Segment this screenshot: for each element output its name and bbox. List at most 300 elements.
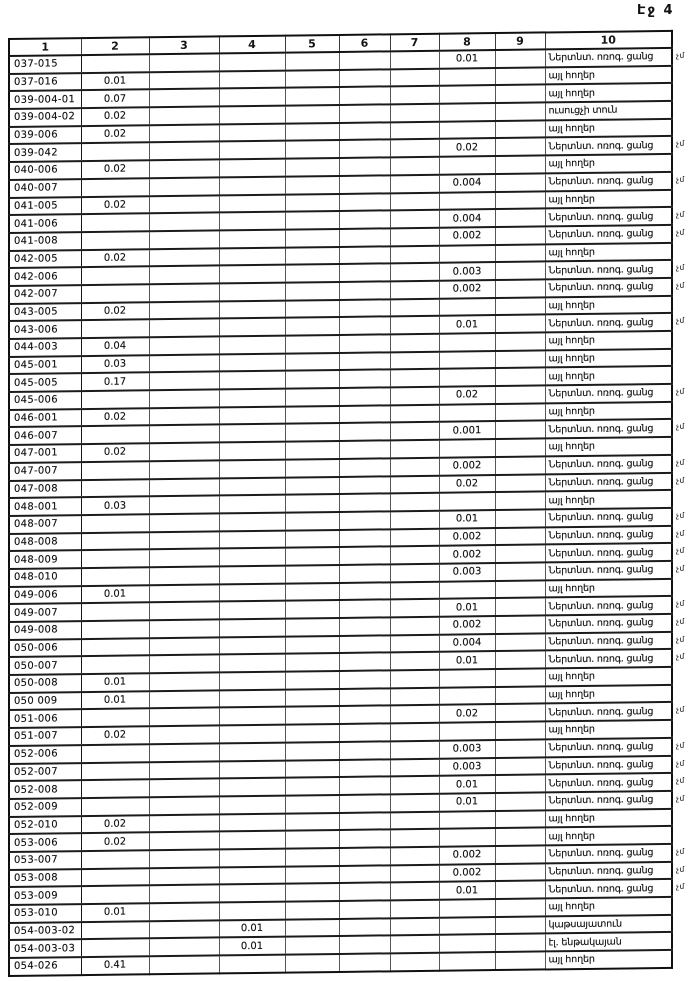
cell-c6 (339, 617, 390, 635)
cell-c4 (219, 459, 285, 477)
column-header-6: 6 (339, 34, 390, 52)
cell-code: 040-007 (9, 179, 81, 198)
cell-c7 (390, 245, 439, 263)
cell-c8: 0.001 (439, 421, 495, 439)
cell-c4 (219, 601, 285, 619)
cell-c4 (219, 300, 285, 318)
cell-c5 (285, 105, 339, 123)
cell-c7 (390, 51, 439, 69)
cell-c3 (149, 814, 219, 833)
cell-c3 (149, 71, 219, 90)
cell-c9 (495, 615, 545, 633)
cell-c3 (149, 460, 219, 479)
cell-code: 053-010 (9, 904, 81, 923)
cell-c8: 0.002 (439, 616, 495, 634)
cell-c5 (285, 441, 339, 459)
column-header-1: 1 (9, 38, 81, 56)
cell-c7 (390, 546, 439, 564)
cell-code: 048-007 (9, 515, 81, 534)
cell-c9 (495, 757, 545, 775)
cell-c5 (285, 300, 339, 318)
cell-c9 (495, 722, 545, 740)
cell-label: Ներտնտ. ոռոգ. ցանց (545, 260, 672, 279)
cell-code: 050-008 (9, 674, 81, 693)
cell-c6 (339, 405, 390, 423)
cell-c9 (495, 580, 545, 598)
cell-c7 (390, 121, 439, 139)
cell-c5 (285, 706, 339, 724)
cell-c6 (339, 476, 390, 494)
cell-c9 (495, 244, 545, 262)
cell-c2 (81, 779, 149, 798)
cell-c3 (149, 301, 219, 320)
cell-c3 (149, 955, 219, 974)
cell-c2 (81, 567, 149, 586)
cell-c4 (219, 689, 285, 707)
cell-c7 (390, 776, 439, 794)
cell-label: այլ հողեր (545, 950, 672, 969)
cell-c7 (390, 847, 439, 865)
cell-c7 (390, 511, 439, 529)
cell-c5 (285, 919, 339, 937)
cell-c2 (81, 603, 149, 622)
cell-c3 (149, 319, 219, 338)
cell-c6 (339, 193, 390, 211)
cell-c4 (219, 955, 285, 973)
cell-c8 (439, 68, 495, 86)
cell-c8 (439, 492, 495, 510)
cell-label: այլ հողեր (545, 667, 672, 686)
cell-c9 (495, 350, 545, 368)
cell-c6 (339, 564, 390, 582)
cell-label: Ներտնտ. ոռոգ. ցանց (545, 844, 672, 863)
cell-c3 (149, 248, 219, 267)
cell-c9 (495, 704, 545, 722)
margin-note: չմ (676, 758, 685, 768)
cell-c5 (285, 813, 339, 831)
cell-code: 050 009 (9, 692, 81, 711)
cell-c8 (439, 934, 495, 952)
cell-c2: 0.02 (81, 408, 149, 427)
cell-c4 (219, 176, 285, 194)
cell-c2: 0.02 (81, 726, 149, 745)
cell-c8: 0.02 (439, 386, 495, 404)
cell-c4: 0.01 (219, 937, 285, 955)
cell-c3 (149, 89, 219, 108)
cell-c8 (439, 156, 495, 174)
cell-c9 (495, 562, 545, 580)
cell-c9 (495, 952, 545, 970)
cell-label: Ներտնտ. ոռոգ. ցանց (545, 48, 672, 67)
cell-label: այլ հողեր (545, 685, 672, 704)
cell-c7 (390, 192, 439, 210)
cell-code: 053-008 (9, 869, 81, 888)
cell-code: 048-009 (9, 550, 81, 569)
cell-c6 (339, 299, 390, 317)
cell-code: 039-004-01 (9, 90, 81, 109)
cell-c4 (219, 194, 285, 212)
cell-label: այլ հողեր (545, 349, 672, 368)
cell-c6 (339, 723, 390, 741)
cell-c8: 0.002 (439, 528, 495, 546)
margin-note: չմ (676, 881, 685, 891)
cell-c5 (285, 936, 339, 954)
cell-c9 (495, 368, 545, 386)
cell-c2 (81, 620, 149, 639)
cell-code: 039-006 (9, 126, 81, 145)
cell-label: Ներտնտ. ոռոգ. ցանց (545, 879, 672, 898)
cell-c5 (285, 494, 339, 512)
cell-code: 046-007 (9, 427, 81, 446)
cell-c7 (390, 334, 439, 352)
cell-c7 (390, 369, 439, 387)
cell-label: Ներտնտ. ոռոգ. ցանց (545, 773, 672, 792)
cell-c4 (219, 247, 285, 265)
margin-note: չմ (676, 174, 685, 184)
cell-c9 (495, 492, 545, 510)
cell-c7 (390, 528, 439, 546)
cell-c5 (285, 388, 339, 406)
cell-label: այլ հողեր (545, 66, 672, 85)
cell-c3 (149, 354, 219, 373)
cell-c4 (219, 141, 285, 159)
cell-c7 (390, 900, 439, 918)
margin-note: չմ (676, 209, 685, 219)
cell-c5 (285, 317, 339, 335)
cell-label: Ներտնտ. ոռոգ. ցանց (545, 525, 672, 544)
cell-c2: 0.01 (81, 585, 149, 604)
cell-c3 (149, 372, 219, 391)
cell-c2 (81, 54, 149, 73)
margin-note: չմ (676, 457, 685, 467)
cell-c3 (149, 407, 219, 426)
cell-c8: 0.01 (439, 775, 495, 793)
cell-c9 (495, 598, 545, 616)
cell-c2 (81, 709, 149, 728)
cell-c3 (149, 867, 219, 886)
margin-note: չմ (676, 634, 685, 644)
cell-c5 (285, 777, 339, 795)
cell-c4 (219, 159, 285, 177)
cell-c2: 0.02 (81, 833, 149, 852)
cell-c2: 0.02 (81, 443, 149, 462)
cell-c7 (390, 351, 439, 369)
cell-c7 (390, 705, 439, 723)
cell-c9 (495, 85, 545, 103)
cell-c8: 0.01 (439, 510, 495, 528)
cell-c4 (219, 283, 285, 301)
cell-c2: 0.01 (81, 673, 149, 692)
margin-note: չմ (676, 262, 685, 272)
cell-c5 (285, 724, 339, 742)
cell-label: Ներտնտ. ոռոգ. ցանց (545, 702, 672, 721)
cell-c5 (285, 140, 339, 158)
column-header-3: 3 (149, 36, 219, 54)
cell-c6 (339, 582, 390, 600)
cell-c8: 0.01 (439, 651, 495, 669)
cell-c3 (149, 478, 219, 497)
column-header-8: 8 (439, 33, 495, 51)
cell-c4 (219, 831, 285, 849)
cell-c3 (149, 637, 219, 656)
cell-c2 (81, 479, 149, 498)
cell-code: 054-003-03 (9, 939, 81, 958)
cell-c5 (285, 370, 339, 388)
cell-label: այլ հողեր (545, 296, 672, 315)
cell-label: Ներտնտ. ոռոգ. ցանց (545, 472, 672, 491)
cell-c2: 0.02 (81, 249, 149, 268)
cell-c6 (339, 281, 390, 299)
cell-c6 (339, 87, 390, 105)
cell-c6 (339, 175, 390, 193)
cell-c8: 0.003 (439, 262, 495, 280)
cell-c9 (495, 297, 545, 315)
cell-c4 (219, 353, 285, 371)
cell-c3 (149, 743, 219, 762)
cell-c6 (339, 157, 390, 175)
cell-label: Ներտնտ. ոռոգ. ցանց (545, 649, 672, 668)
cell-c5 (285, 636, 339, 654)
cell-c8: 0.004 (439, 634, 495, 652)
cell-c2: 0.02 (81, 196, 149, 215)
cadastre-table (8, 30, 673, 977)
cell-code: 042-006 (9, 267, 81, 286)
cell-c4 (219, 442, 285, 460)
cell-c6 (339, 69, 390, 87)
cell-c5 (285, 759, 339, 777)
cell-c8 (439, 192, 495, 210)
cell-c5 (285, 193, 339, 211)
cell-c3 (149, 920, 219, 939)
cell-c6 (339, 122, 390, 140)
cell-c3 (149, 230, 219, 249)
cell-label: Ներտնտ. ոռոգ. ցանց (545, 136, 672, 155)
cell-c8 (439, 722, 495, 740)
cell-label: Ներտնտ. ոռոգ. ցանց (545, 313, 672, 332)
cell-c2: 0.03 (81, 355, 149, 374)
cell-c8: 0.003 (439, 740, 495, 758)
cell-c5 (285, 600, 339, 618)
cell-c4 (219, 495, 285, 513)
cell-c4 (219, 583, 285, 601)
cell-c4 (219, 530, 285, 548)
cell-c2: 0.02 (81, 815, 149, 834)
cell-c8 (439, 351, 495, 369)
cell-c3 (149, 849, 219, 868)
cell-c2 (81, 744, 149, 763)
cell-c3 (149, 160, 219, 179)
cell-c2: 0.02 (81, 125, 149, 144)
cell-c6 (339, 653, 390, 671)
cell-c3 (149, 195, 219, 214)
margin-note: չմ (676, 651, 685, 661)
cell-c9 (495, 173, 545, 191)
cell-code: 041-005 (9, 197, 81, 216)
cell-c6 (339, 140, 390, 158)
cell-c4 (219, 406, 285, 424)
cell-label: Ներտնտ. ոռոգ. ցանց (545, 508, 672, 527)
column-header-9: 9 (495, 32, 545, 50)
cell-c8 (439, 581, 495, 599)
cell-code: 050-007 (9, 656, 81, 675)
cell-code: 054-003-02 (9, 922, 81, 941)
cell-c2: 0.03 (81, 496, 149, 515)
cell-c3 (149, 213, 219, 232)
cell-c2: 0.02 (81, 107, 149, 126)
margin-note: չմ (676, 545, 685, 555)
cell-label: այլ հողեր (545, 897, 672, 916)
cell-c7 (390, 298, 439, 316)
cell-c6 (339, 51, 390, 69)
cell-c4 (219, 619, 285, 637)
cell-c7 (390, 811, 439, 829)
cell-c7 (390, 917, 439, 935)
cell-label: Ներտնտ. ոռոգ. ցանց (545, 384, 672, 403)
cell-code: 049-007 (9, 603, 81, 622)
margin-note: չմ (676, 563, 685, 573)
cell-code: 051-007 (9, 727, 81, 746)
cell-code: 049-006 (9, 586, 81, 605)
cell-label: այլ հողեր (545, 437, 672, 456)
cell-c7 (390, 422, 439, 440)
cell-c7 (390, 687, 439, 705)
cell-c4 (219, 566, 285, 584)
cell-code: 053-006 (9, 833, 81, 852)
cell-c3 (149, 336, 219, 355)
margin-note: չմ (676, 740, 685, 750)
cell-code: 054-026 (9, 957, 81, 976)
cell-c7 (390, 935, 439, 953)
cell-c4 (219, 88, 285, 106)
cell-code: 039-004-02 (9, 108, 81, 127)
cell-c9 (495, 863, 545, 881)
cell-c6 (339, 264, 390, 282)
cell-c6 (339, 777, 390, 795)
cell-c5 (285, 848, 339, 866)
cell-c9 (495, 792, 545, 810)
cell-c8 (439, 439, 495, 457)
cell-c2 (81, 762, 149, 781)
cell-c9 (495, 120, 545, 138)
cell-c6 (339, 423, 390, 441)
cell-c7 (390, 829, 439, 847)
cell-code: 040-006 (9, 161, 81, 180)
cell-c6 (339, 883, 390, 901)
cell-c4 (219, 389, 285, 407)
cell-code: 051-006 (9, 710, 81, 729)
cell-c9 (495, 474, 545, 492)
cell-c2: 0.01 (81, 72, 149, 91)
cell-c4 (219, 53, 285, 71)
cell-c9 (495, 279, 545, 297)
cell-code: 048-001 (9, 497, 81, 516)
cell-c6 (339, 458, 390, 476)
cell-c2 (81, 143, 149, 162)
cell-code: 041-006 (9, 214, 81, 233)
cell-c8: 0.003 (439, 563, 495, 581)
page-number: Էջ 4 (637, 3, 675, 18)
cell-c2: 0.04 (81, 337, 149, 356)
cell-c7 (390, 68, 439, 86)
cell-c2 (81, 638, 149, 657)
cell-label: այլ հողեր (545, 720, 672, 739)
cell-c6 (339, 317, 390, 335)
cell-code: 052-006 (9, 745, 81, 764)
cell-c4 (219, 707, 285, 725)
cell-code: 045-005 (9, 373, 81, 392)
cell-c4 (219, 318, 285, 336)
cell-c4 (219, 849, 285, 867)
cell-code: 052-008 (9, 780, 81, 799)
cell-c8: 0.01 (439, 50, 495, 68)
cell-c6 (339, 812, 390, 830)
cell-c6 (339, 688, 390, 706)
margin-note: չմ (676, 793, 685, 803)
cell-c3 (149, 283, 219, 302)
cell-code: 043-006 (9, 320, 81, 339)
cell-c8: 0.003 (439, 758, 495, 776)
cell-c8 (439, 121, 495, 139)
cell-c5 (285, 123, 339, 141)
cell-c9 (495, 686, 545, 704)
cell-label: կաթսայատուն (545, 915, 672, 934)
margin-note: չմ (676, 315, 685, 325)
cell-c3 (149, 885, 219, 904)
cell-c9 (495, 810, 545, 828)
cell-c9 (495, 156, 545, 174)
cell-c3 (149, 443, 219, 462)
cell-c5 (285, 229, 339, 247)
cell-c2 (81, 550, 149, 569)
cell-c7 (390, 564, 439, 582)
cell-c3 (149, 796, 219, 815)
cell-c6 (339, 104, 390, 122)
cell-c5 (285, 247, 339, 265)
cell-c2 (81, 267, 149, 286)
cell-c9 (495, 315, 545, 333)
cell-c3 (149, 726, 219, 745)
cell-c3 (149, 708, 219, 727)
cell-c2: 0.02 (81, 302, 149, 321)
cell-c6 (339, 334, 390, 352)
cell-c9 (495, 49, 545, 67)
cell-c8: 0.002 (439, 545, 495, 563)
cell-c8: 0.004 (439, 174, 495, 192)
cell-code: 053-007 (9, 851, 81, 870)
cell-c5 (285, 653, 339, 671)
cell-c9 (495, 421, 545, 439)
margin-note: չմ (676, 864, 685, 874)
cell-c5 (285, 211, 339, 229)
cell-c7 (390, 493, 439, 511)
cell-c7 (390, 882, 439, 900)
cell-code: 039-042 (9, 144, 81, 163)
cell-c4 (219, 884, 285, 902)
cell-label: Ներտնտ. ոռոգ. ցանց (545, 225, 672, 244)
cell-c7 (390, 475, 439, 493)
margin-note: չմ (676, 598, 685, 608)
cell-c7 (390, 581, 439, 599)
cell-c7 (390, 458, 439, 476)
cell-c2 (81, 178, 149, 197)
cell-c7 (390, 652, 439, 670)
cell-label: էլ. ենթակայան (545, 932, 672, 951)
margin-note: չմ (676, 138, 685, 148)
cell-label: այլ հողեր (545, 154, 672, 173)
cell-c9 (495, 739, 545, 757)
cell-c3 (149, 938, 219, 957)
cell-c6 (339, 494, 390, 512)
